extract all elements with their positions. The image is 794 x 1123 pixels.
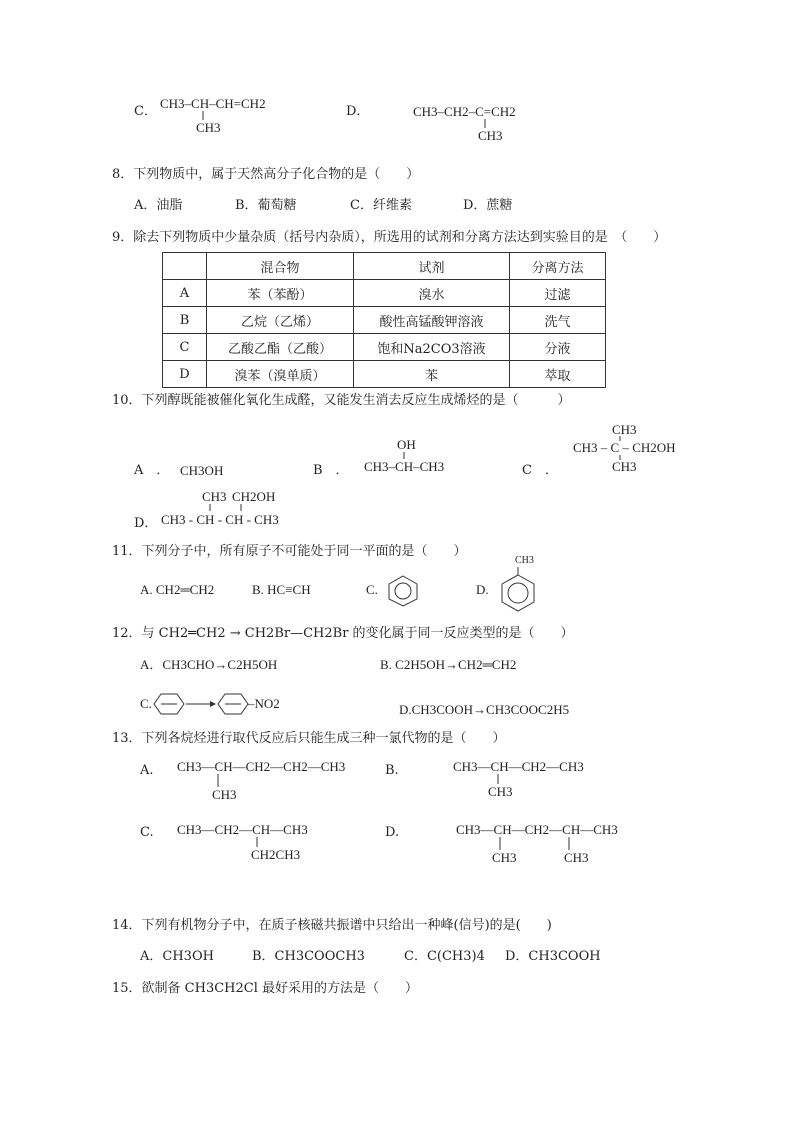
- q8-option-b: B．葡萄糖: [235, 198, 297, 213]
- q13-option-b-formula: CH3—CH—CH2—CH3: [453, 759, 584, 774]
- q13-option-c-formula: CH3—CH2—CH—CH3: [177, 822, 308, 837]
- q12-option-b: B. C2H5OH→CH2═CH2: [380, 657, 517, 672]
- q13-option-d-branch-2: CH3: [564, 850, 589, 865]
- q13-option-c-label: C.: [140, 825, 154, 840]
- table-cell: 饱和Na2CO3溶液: [354, 334, 510, 361]
- q10-option-b-main: CH3–CH–CH3: [364, 459, 445, 474]
- q8-stem: 8．下列物质中，属于天然高分子化合物的是（ ）: [112, 167, 420, 182]
- q13-option-b-branch: CH3: [488, 784, 513, 799]
- q11-option-b: B. HC≡CH: [252, 582, 311, 597]
- q10-option-c-top: CH3: [612, 422, 637, 437]
- q8-option-c: C．纤维素: [350, 198, 412, 213]
- table-header-cell: 混合物: [207, 253, 354, 280]
- q14-option-c: C．C(CH3)4: [404, 949, 485, 964]
- q11-stem: 11．下列分子中，所有原子不可能处于同一平面的是（ ）: [112, 544, 467, 559]
- q12-option-d: D.CH3COOH→CH3COOC2H5: [399, 702, 570, 717]
- table-header-cell: 分离方法: [510, 253, 606, 280]
- q7-option-c-branch: CH3: [196, 120, 221, 135]
- q7-option-d-label: D．: [346, 104, 370, 119]
- table-cell: 溴苯（溴单质）: [207, 361, 354, 388]
- table-header-cell: 试剂: [354, 253, 510, 280]
- q10-option-b-top: OH: [397, 437, 416, 452]
- q10-option-d-main: CH3 - CH - CH - CH3: [161, 512, 279, 527]
- q11-option-a: A. CH2═CH2: [140, 582, 215, 597]
- q10-option-d-top2: CH2OH: [232, 489, 276, 504]
- table-cell: 乙酸乙酯（乙酸）: [207, 334, 354, 361]
- q13-option-d-branch-1: CH3: [492, 850, 517, 865]
- table-cell: 苯: [354, 361, 510, 388]
- table-cell: 苯（苯酚）: [207, 280, 354, 307]
- q13-option-d-label: D.: [385, 825, 400, 840]
- q8-option-d: D．蔗糖: [463, 198, 513, 213]
- q11-option-c: C.: [366, 582, 378, 597]
- table-cell: C: [163, 334, 207, 361]
- q12-option-c-group: –NO2: [248, 696, 280, 711]
- q11-option-d: D.: [476, 582, 489, 597]
- q12-option-c: C.: [140, 696, 152, 711]
- q7-option-c-formula: CH3–CH–CH=CH2: [160, 96, 266, 111]
- table-cell: 酸性高锰酸钾溶液: [354, 307, 510, 334]
- q10-option-c-main: CH3 – C – CH2OH: [573, 440, 676, 455]
- q7-option-d-branch: CH3: [478, 128, 503, 143]
- q14-stem: 14．下列有机物分子中，在质子核磁共振谱中只给出一种峰(信号)的是( ): [112, 918, 552, 933]
- q13-option-d-formula: CH3—CH—CH2—CH—CH3: [456, 822, 618, 837]
- q10-stem: 10．下列醇既能被催化氧化生成醛，又能发生消去反应生成烯烃的是（ ）: [112, 393, 571, 408]
- q9-stem: 9．除去下列物质中少量杂质（括号内杂质），所选用的试剂和分离方法达到实验目的是 （ ）: [112, 230, 667, 245]
- q15-stem: 15．欲制备 CH3CH2Cl 最好采用的方法是（ ）: [112, 981, 419, 996]
- q10-option-d-top1: CH3: [202, 489, 227, 504]
- table-cell: A: [163, 280, 207, 307]
- q10-option-d-label: D．: [134, 516, 158, 531]
- q10-option-c-label: C ．: [522, 463, 558, 478]
- table-cell: B: [163, 307, 207, 334]
- q10-option-b-label: B ．: [313, 463, 349, 478]
- q13-option-a-branch: CH3: [212, 787, 237, 802]
- q14-option-a: A．CH3OH: [140, 949, 214, 964]
- q13-option-a-formula: CH3—CH—CH2—CH2—CH3: [177, 759, 346, 774]
- table-cell: 溴水: [354, 280, 510, 307]
- table-cell: 萃取: [510, 361, 606, 388]
- q13-stem: 13．下列各烷烃进行取代反应后只能生成三种一氯代物的是（ ）: [112, 731, 506, 746]
- q7-option-d-formula: CH3–CH2–C=CH2: [413, 104, 516, 119]
- table-cell: 洗气: [510, 307, 606, 334]
- q12-stem: 12．与 CH2═CH2 → CH2Br—CH2Br 的变化属于同一反应类型的是（ ）: [112, 626, 574, 641]
- table-cell: 分液: [510, 334, 606, 361]
- q13-option-b-label: B.: [385, 763, 399, 778]
- q8-option-a: A．油脂: [134, 198, 183, 213]
- q10-option-a-formula: CH3OH: [180, 463, 224, 478]
- q13-option-a-label: A.: [140, 763, 154, 778]
- q7-option-c-label: C．: [134, 104, 157, 119]
- q13-option-c-branch: CH2CH3: [251, 847, 301, 862]
- q14-option-b: B．CH3COOCH3: [252, 949, 365, 964]
- q14-option-d: D．CH3COOH: [505, 949, 601, 964]
- q12-option-a: A．CH3CHO→C2H5OH: [140, 657, 278, 672]
- q10-option-a-label: A ．: [134, 463, 170, 478]
- q10-option-c-bottom: CH3: [612, 459, 637, 474]
- q11-option-d-methyl: CH3: [515, 555, 534, 566]
- table-cell: 过滤: [510, 280, 606, 307]
- table-cell: D: [163, 361, 207, 388]
- table-cell: 乙烷（乙烯）: [207, 307, 354, 334]
